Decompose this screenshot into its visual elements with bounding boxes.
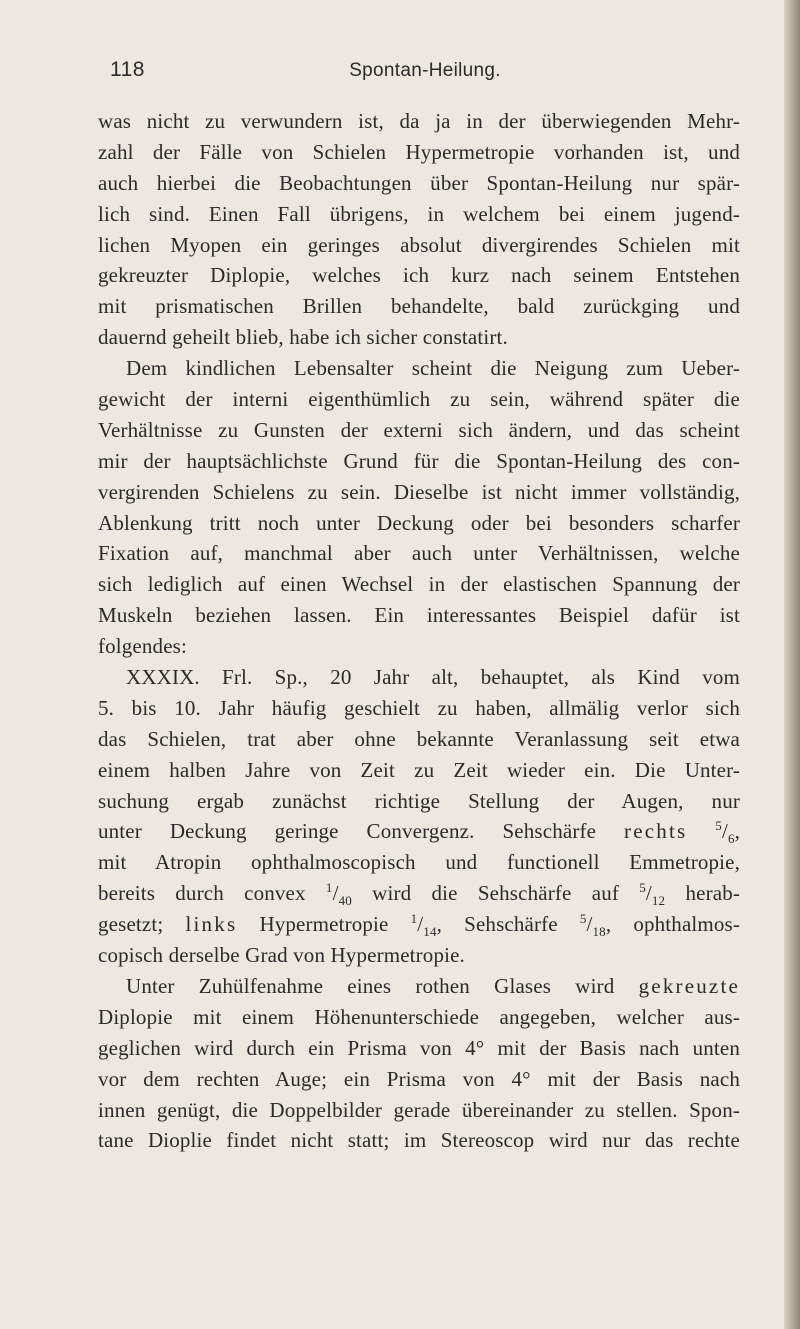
running-title: Spontan-Heilung. — [349, 60, 501, 81]
text-line: was nicht zu verwundern ist, da ja in der überwiegenden Mehr- — [98, 109, 740, 133]
text-line: Ablenkung tritt noch unter Deckung oder bei besonders scharfer — [98, 510, 740, 535]
text-line: Dem kindlichen Lebensalter scheint die Neigung zum Ueber- — [126, 356, 740, 381]
text-line: lichen Myopen ein geringes absolut divergirendes Schielen mit — [98, 232, 740, 257]
page-header — [110, 58, 740, 92]
text-segment: gesetzt; — [98, 912, 164, 937]
text-line: einem halben Jahre von Zeit zu Zeit wieder ein. Die Unter- — [98, 757, 740, 782]
text-line: geglichen wird durch ein Prisma von 4° mit der Basis nach unten — [98, 1035, 740, 1060]
text-segment: herab- — [685, 881, 740, 906]
text-line: copisch derselbe Grad von Hypermetropie. — [98, 943, 465, 968]
fraction: $^1/_{14}$ — [410, 911, 437, 940]
text-line: suchung ergab zunächst richtige Stellung der Augen, nur — [98, 788, 740, 813]
text-segment: wird die Sehschärfe auf — [372, 881, 619, 906]
body-text — [98, 106, 740, 1156]
text-line: auch hierbei die Beobachtungen über Spontan-Heilung nur spär- — [98, 170, 740, 195]
text-line: folgendes: — [98, 634, 187, 659]
text-line: mir der hauptsächlichste Grund für die Spontan-Heilung des con- — [98, 448, 740, 473]
fraction-numerator: 1 — [410, 911, 418, 927]
emphasized-text: gekreuzte — [638, 973, 740, 998]
text-line: sich lediglich auf einen Wechsel in der elastischen Spannung der — [98, 572, 740, 597]
fraction-denominator: 14 — [423, 924, 437, 940]
text-line: mit prismatischen Brillen behandelte, bald zurückging und — [98, 294, 740, 319]
emphasized-text: links — [185, 912, 238, 937]
text-line: vor dem rechten Auge; ein Prisma von 4° mit der Basis nach — [98, 1066, 740, 1091]
text-line: zahl der Fälle von Schielen Hypermetropie vorhanden ist, und — [98, 139, 740, 164]
fraction-denominator: 6 — [727, 831, 735, 847]
text-line: gewicht der interni eigenthümlich zu sein, während später die — [98, 387, 740, 412]
page-number: 118 — [110, 58, 145, 81]
text-line: gekreuzter Diplopie, welches ich kurz nach seinem Entstehen — [98, 263, 740, 288]
fraction: $^5/_{12}$ — [639, 880, 666, 909]
fraction-denominator: 40 — [338, 893, 352, 909]
text-line — [98, 816, 740, 847]
text-line: dauernd geheilt blieb, habe ich sicher constatirt. — [98, 325, 508, 350]
fraction-denominator: 12 — [651, 893, 666, 909]
fraction: $^5/_6$ — [715, 818, 735, 847]
text-line: vergirenden Schielens zu sein. Dieselbe ist nicht immer vollständig, — [98, 479, 740, 504]
text-line: das Schielen, trat aber ohne bekannte Veranlassung seit etwa — [98, 726, 740, 751]
fraction-numerator: 5 — [579, 911, 587, 927]
text-line: Diplopie mit einem Höhenunterschiede angegeben, welcher aus- — [98, 1004, 740, 1029]
text-segment: , ophthalmos- — [605, 912, 740, 937]
text-line: 5. bis 10. Jahr häufig geschielt zu haben, allmälig verlor sich — [98, 695, 740, 720]
text-line: innen genügt, die Doppelbilder gerade übereinander zu stellen. Spon- — [98, 1097, 740, 1122]
text-segment: unter Deckung geringe Convergenz. Sehschärfe — [98, 819, 597, 844]
text-line: XXXIX. Frl. Sp., 20 Jahr alt, behauptet, als Kind vom — [126, 665, 740, 690]
text-segment: , — [734, 819, 740, 844]
emphasized-text: rechts — [624, 819, 688, 844]
fraction-numerator: 1 — [325, 880, 333, 896]
text-line: tane Dioplie findet nicht statt; im Stereoscop wird nur das rechte — [98, 1128, 740, 1153]
text-segment: bereits durch convex — [98, 881, 306, 906]
text-line: lich sind. Einen Fall übrigens, in welchem bei einem jugend- — [98, 201, 740, 226]
text-segment: Unter Zuhülfenahme eines rothen Glases wird — [126, 973, 615, 998]
text-line — [98, 878, 740, 909]
fraction-denominator: 18 — [592, 924, 606, 940]
text-line — [98, 971, 740, 1002]
text-line: Fixation auf, manchmal aber auch unter Verhältnissen, welche — [98, 541, 740, 566]
text-line: Muskeln beziehen lassen. Ein interessantes Beispiel dafür ist — [98, 603, 740, 628]
text-segment: Hypermetropie — [259, 912, 389, 937]
fraction-numerator: 5 — [715, 818, 722, 834]
text-line — [98, 909, 740, 940]
text-line: mit Atropin ophthalmoscopisch und functionell Emmetropie, — [98, 850, 740, 875]
fraction: $^1/_{40}$ — [325, 880, 352, 909]
page-edge — [784, 0, 800, 1329]
text-segment: , Sehschärfe — [436, 912, 558, 937]
text-line: Verhältnisse zu Gunsten der externi sich ändern, und das scheint — [98, 417, 740, 442]
fraction-numerator: 5 — [639, 880, 646, 896]
fraction: $^5/_{18}$ — [579, 911, 606, 940]
